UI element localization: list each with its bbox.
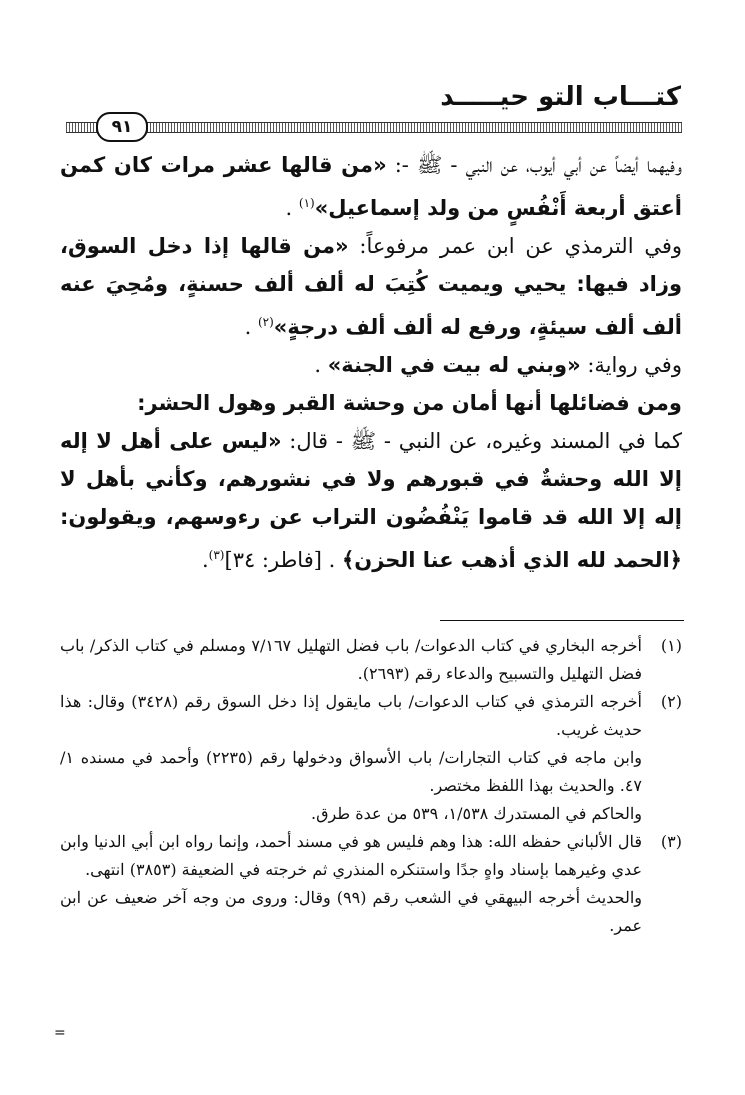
footnote-number: (١) (660, 636, 682, 655)
p5-intro: كما في المسند وغيره، عن النبي - ﷺ - قال: (281, 429, 682, 453)
paragraph-1 (60, 146, 682, 227)
footnote-line: أخرجه البخاري في كتاب الدعوات/ باب فضل التهليل ٧/١٦٧ ومسلم في كتاب الذكر/ باب فضل التهليل والتسبيح والدعاء رقم (٢٦٩٣). (60, 636, 642, 683)
p2-hadith-quote: «من قالها إذا دخل السوق، وزاد فيها: يحيي ويميت كُتِبَ له ألف ألف حسنةٍ، ومُحِيَ عنه ألف ألف سيئةٍ، ورفع له ألف ألف درجةٍ» (60, 234, 682, 339)
footnote-ref-3: (٣) (208, 548, 225, 562)
footnote-line: والحاكم في المستدرك ١/٥٣٨، ٥٣٩ من عدة طرق. (311, 804, 642, 823)
paragraph-4-heading: ومن فضائلها أنها أمان من وحشة القبر وهول الحشر: (137, 391, 682, 415)
footnote-line: قال الألباني حفظه الله: هذا وهم فليس هو في مسند أحمد، وإنما رواه ابن أبي الدنيا وابن عدي وغيرهما بإسناد واهٍ جدًا واستنكره المنذري ثم خرجته في الضعيفة (٣٨٥٣) انتهى. (60, 832, 642, 879)
p3-intro: وفي رواية: (580, 353, 682, 377)
margin-mark: = (54, 1025, 66, 1041)
p3-hadith-quote: «وبني له بيت في الجنة» (327, 353, 581, 377)
page-number-badge: ٩١ (96, 112, 148, 142)
p5-quran-citation: . [فاطر: ٣٤] (224, 548, 342, 572)
footnote-1 (60, 632, 682, 688)
p1-hadith-quote: «من قالها عشر مرات كان كمن أعتق أربعة أَنْفُسٍ من ولد إسماعيل» (60, 153, 682, 220)
p2-intro: وفي الترمذي عن ابن عمر مرفوعاً: (348, 234, 683, 258)
p3-end: . (314, 353, 328, 377)
footnote-line: والحديث أخرجه البيهقي في الشعب رقم (٩٩) وقال: وروى من وجه آخر ضعيف عن ابن عمر. (60, 888, 642, 935)
p1-end: . (285, 196, 299, 220)
p5-hadith-quote: «ليس على أهل لا إله إلا الله وحشةٌ في قبورهم ولا في نشورهم، وكأني بأهل لا إله إلا الله قد قاموا يَنْفُضُون التراب عن رءوسهم، ويقولون: ﴿الحمد لله الذي أذهب عنا الحزن﴾ (60, 429, 682, 572)
footnotes-section (60, 632, 682, 940)
paragraph-5 (60, 422, 682, 579)
footnote-ref-1: (١) (298, 196, 315, 210)
footnote-2 (60, 688, 682, 828)
footnote-number: (٣) (660, 832, 682, 851)
footnote-3 (60, 828, 682, 940)
footnote-line: أخرجه الترمذي في كتاب الدعوات/ باب مايقول إذا دخل السوق رقم (٣٤٢٨) وقال: هذا حديث غريب. (60, 692, 642, 739)
header-ornamental-rule (66, 122, 682, 133)
p1-intro: وفيهما أيضاً عن أبي أيوب، عن النبي - ﷺ -: (386, 153, 682, 177)
footnote-ref-2: (٢) (257, 315, 274, 329)
running-header-title: كتـــاب التو حيـــــد (440, 82, 681, 112)
footnote-text (60, 632, 642, 688)
footnote-text (60, 688, 642, 828)
footnote-number: (٢) (660, 692, 682, 711)
p2-end: . (244, 315, 258, 339)
paragraph-3 (60, 346, 682, 384)
main-text (60, 146, 682, 579)
p5-final: . (201, 548, 209, 572)
footnote-text (60, 828, 642, 940)
paragraph-2 (60, 227, 682, 346)
footnote-separator (440, 620, 684, 621)
footnote-line: وابن ماجه في كتاب التجارات/ باب الأسواق ودخولها رقم (٢٢٣٥) وأحمد في مسنده ١/ ٤٧. والحديث بهذا اللفظ مختصر. (60, 748, 642, 795)
